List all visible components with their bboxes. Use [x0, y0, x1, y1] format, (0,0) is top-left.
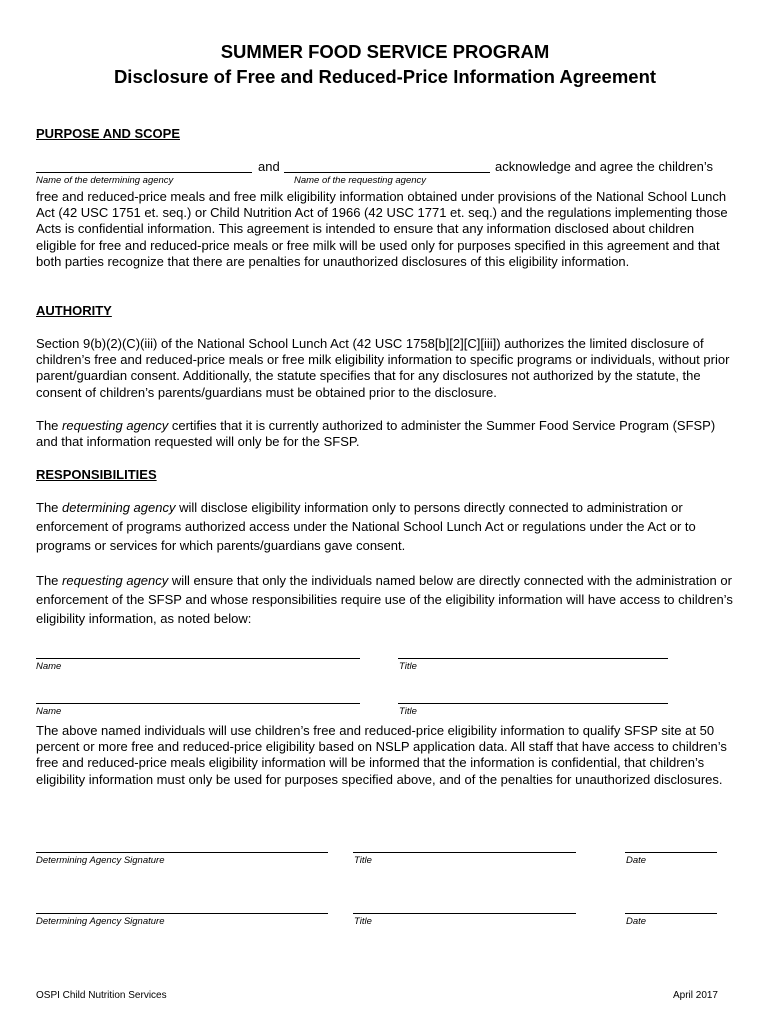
footer-date: April 2017: [672, 990, 718, 1001]
acknowledge-text: acknowledge and agree the children’s: [495, 159, 714, 174]
and-text: and: [258, 159, 280, 174]
signature-date-caption-2: Date: [626, 916, 647, 927]
signature-date-field-2[interactable]: [625, 913, 717, 914]
responsibilities-paragraph-2: The requesting agency will ensure that only the individuals named below are directly connected with the administration or enforcement of the SFSP and whose responsibilities require use of the eligibility information will have access to children’s eligibility information, as noted below:: [36, 573, 733, 626]
requesting-agency-field[interactable]: [284, 172, 490, 173]
purpose-heading: PURPOSE AND SCOPE: [36, 126, 180, 141]
name-caption-1: Name: [36, 661, 62, 672]
signature-title-field-2[interactable]: [353, 913, 576, 914]
title-field-2[interactable]: [398, 703, 668, 704]
signature-caption-1: Determining Agency Signature: [36, 855, 165, 866]
requesting-agency-emphasis: requesting agency: [62, 573, 169, 588]
responsibilities-heading: RESPONSIBILITIES: [36, 467, 157, 482]
determining-agency-caption: Name of the determining agency: [36, 175, 174, 186]
requesting-agency-caption: Name of the requesting agency: [294, 175, 427, 186]
determining-agency-field[interactable]: [36, 172, 252, 173]
signature-date-caption-1: Date: [626, 855, 647, 866]
signature-title-field-1[interactable]: [353, 852, 576, 853]
determining-agency-emphasis: determining agency: [62, 500, 176, 515]
authority-paragraph-1: Section 9(b)(2)(C)(iii) of the National School Lunch Act (42 USC 1758[b][2][C][iii]) authorizes the limited disclosure of children’s free and reduced-price meals or free milk eligibility information to specific programs or individuals, without prior parent/guardian consent. Additionally, the statute specifies that for any disclosures not authorized by the statute, the consent of children’s parents/guardians must be obtained prior to the disclosure.: [36, 336, 730, 400]
authority-paragraph-2: The requesting agency certifies that it is currently authorized to administer the Summer Food Service Program (SFSP) and that information requested will only be for the SFSP.: [36, 418, 716, 450]
signature-caption-2: Determining Agency Signature: [36, 916, 165, 927]
signature-field-2[interactable]: [36, 913, 328, 914]
name-field-1[interactable]: [36, 658, 360, 659]
signature-title-caption-1: Title: [354, 855, 372, 866]
agreement-title: Disclosure of Free and Reduced-Price Information Agreement: [113, 66, 657, 87]
responsibilities-paragraph-3: The above named individuals will use children’s free and reduced-price eligibility information to qualify SFSP site at 50 percent or more free and reduced-price eligibility based on NSLP application data. All staff that have access to children’s free and reduced-price meals eligibility information will be informed that the information is confidential, that children’s eligibility information must only be used for purposes specified above, and of the penalties for unauthorized disclosures.: [36, 723, 727, 787]
name-caption-2: Name: [36, 706, 62, 717]
authority-heading: AUTHORITY: [36, 303, 112, 318]
purpose-body: free and reduced-price meals and free milk eligibility information obtained under provisions of the National School Lunch Act (42 USC 1751 et. seq.) or Child Nutrition Act of 1966 (42 USC 1771 et. seq.) and the regulations implementing those Acts is confidential information. This agreement is intended to ensure that any information disclosed about children eligible for free and reduced-price meals or free milk will be used only for purposes specified in this agreement and that both parties recognize that there are penalties for unauthorized disclosures of this eligibility information.: [36, 189, 728, 269]
signature-field-1[interactable]: [36, 852, 328, 853]
title-caption-2: Title: [399, 706, 417, 717]
requesting-agency-emphasis: requesting agency: [62, 418, 169, 433]
footer-organization: OSPI Child Nutrition Services: [36, 990, 167, 1001]
name-field-2[interactable]: [36, 703, 360, 704]
responsibilities-paragraph-1: The determining agency will disclose eligibility information only to persons directly connected to administration or enforcement of programs authorized access under the National School Lunch Act or regulations under the Act or to programs or services for which parents/guardians gave consent.: [36, 500, 696, 553]
title-caption-1: Title: [399, 661, 417, 672]
signature-title-caption-2: Title: [354, 916, 372, 927]
title-field-1[interactable]: [398, 658, 668, 659]
program-title: SUMMER FOOD SERVICE PROGRAM: [220, 41, 550, 62]
signature-date-field-1[interactable]: [625, 852, 717, 853]
